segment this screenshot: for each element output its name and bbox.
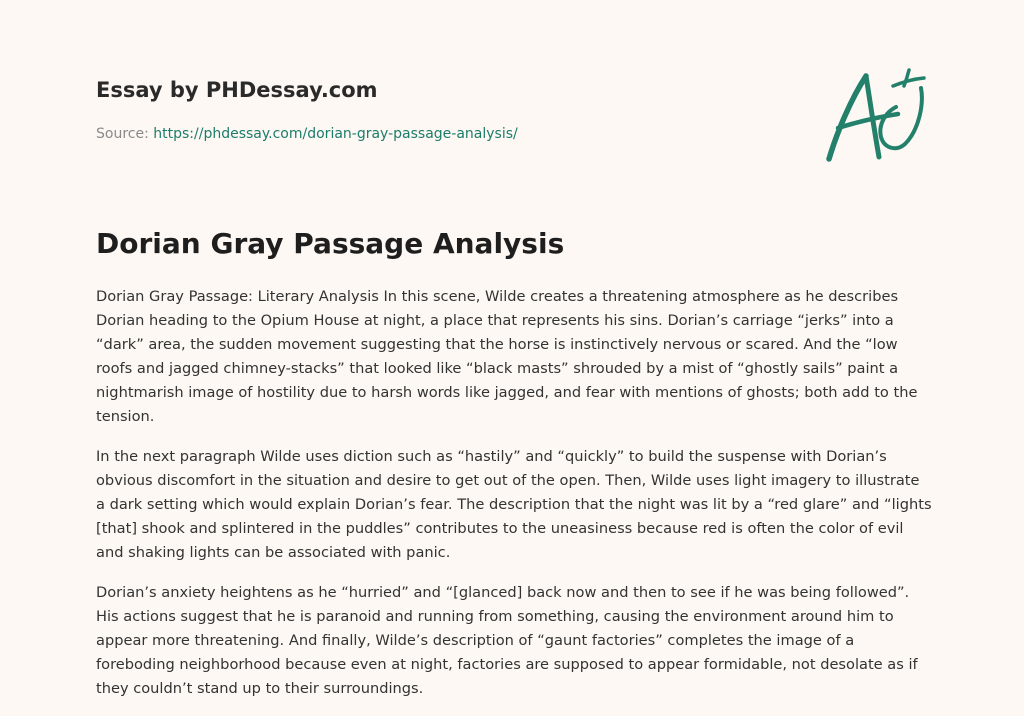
source-label: Source: — [96, 126, 154, 142]
a-plus-logo-icon — [820, 66, 930, 166]
site-title: Essay by PHDessay.com — [96, 78, 378, 102]
a-plus-logo-graphic — [820, 66, 930, 166]
source-link[interactable]: https://phdessay.com/dorian-gray-passage-analysis/ — [153, 126, 518, 142]
article-paragraph: In the next paragraph Wilde uses diction such as “hastily” and “quickly” to build the suspense with Dorian’s obvious discomfort in the situation and desire to get out of the open. Then, Wilde uses light imagery to illustrate a dark setting which would explain Dorian’s fear. The description that the night was lit by a “red glare” and “lights [that] shook and splintered in the puddles” contributes to the uneasiness because red is often the color of evil and shaking lights can be associated with panic. — [96, 448, 932, 561]
article-paragraph: Dorian Gray Passage: Literary Analysis In this scene, Wilde creates a threatening atmosphere as he describes Dorian heading to the Opium House at night, a place that represents his sins. Dorian’s carriage “jerks” into a “dark” area, the sudden movement suggesting that the horse is instinctively nervous or scared. And the “low roofs and jagged chimney-stacks” that looked like “black masts” shrouded by a mist of “ghostly sails” paint a nightmarish image of hostility due to harsh words like jagged, and fear with mentions of ghosts; both add to the tension. — [96, 288, 918, 425]
article — [96, 222, 932, 701]
page-title: Dorian Gray Passage Analysis — [96, 227, 565, 260]
article-paragraph: Dorian’s anxiety heightens as he “hurried” and “[glanced] back now and then to see if he was being followed”. His actions suggest that he is paranoid and running from something, causing the environment around him to appear more threatening. And finally, Wilde’s description of “gaunt factories” completes the image of a foreboding neighborhood because even at night, factories are supposed to appear formidable, not desolate as if they couldn’t stand up to their surroundings. — [96, 584, 918, 697]
page-header — [96, 74, 796, 144]
source-line — [96, 124, 796, 144]
